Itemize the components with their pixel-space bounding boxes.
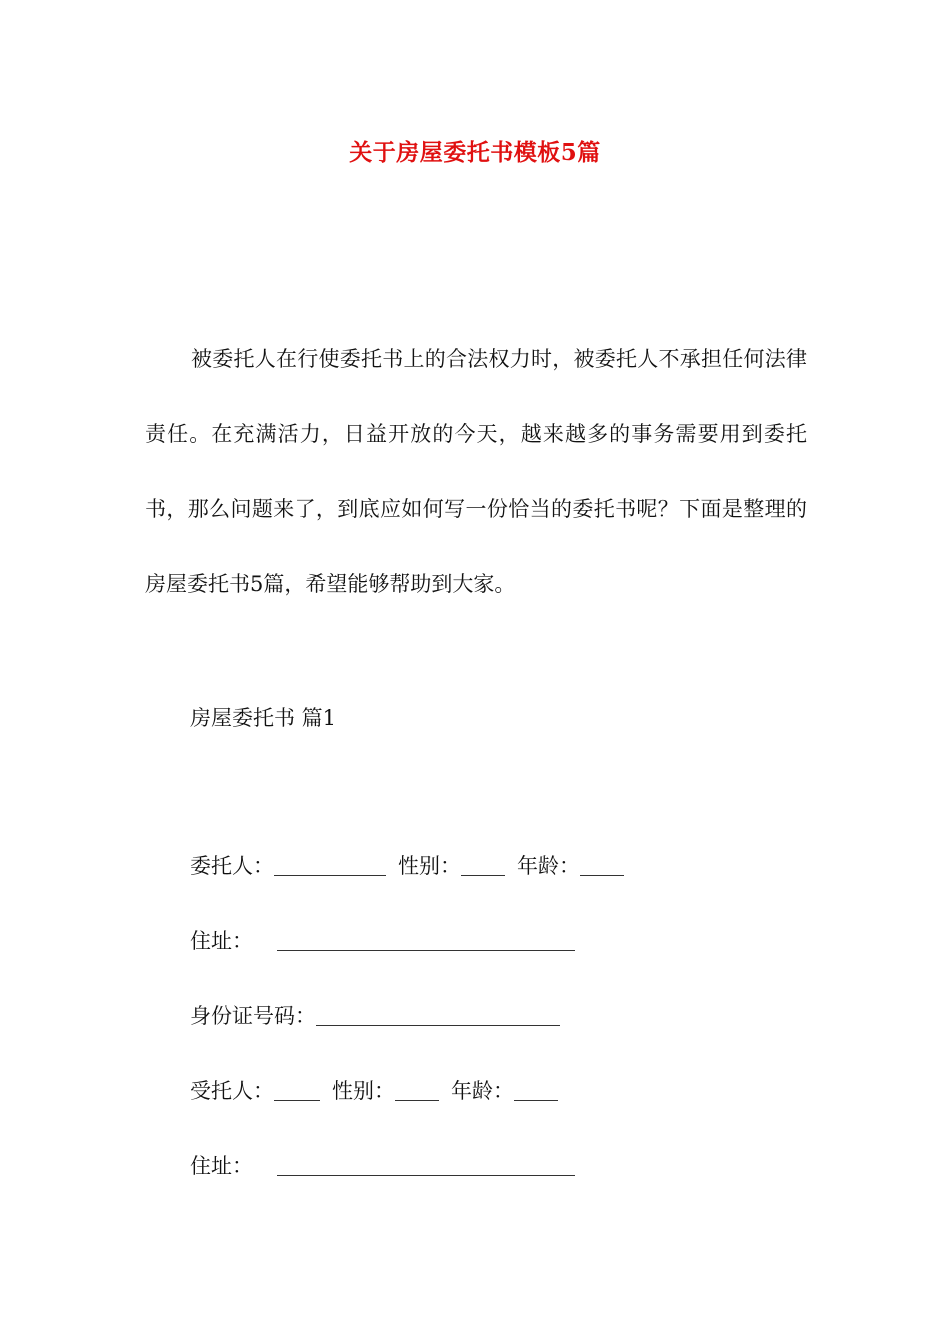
intro-paragraph: 被委托人在行使委托书上的合法权力时，被委托人不承担任何法律责任。在充满活力，日益开放的今天，越来越多的事务需要用到委托书，那么问题来了，到底应如何写一份恰当的委托书呢？下面是整理的房屋委托书5篇，希望能够帮助到大家。 <box>145 347 807 596</box>
client-age-label: 年龄： <box>517 854 580 878</box>
trustee-gender-label: 性别： <box>332 1079 395 1103</box>
client-label: 委托人： <box>190 854 274 878</box>
document-title: 关于房屋委托书模板5篇 <box>349 139 601 166</box>
trustee-address-line <box>190 1150 575 1180</box>
trustee-label: 受托人： <box>190 1079 274 1103</box>
client-id-label: 身份证号码： <box>190 1004 316 1028</box>
client-gender-blank <box>461 855 505 876</box>
trustee-line <box>190 1075 558 1105</box>
client-address-blank <box>277 930 575 951</box>
trustee-name-blank <box>274 1080 320 1101</box>
trustee-address-label: 住址： <box>190 1154 253 1178</box>
client-id-line <box>190 1000 560 1030</box>
trustee-age-label: 年龄： <box>451 1079 514 1103</box>
trustee-address-blank <box>277 1155 575 1176</box>
client-age-blank <box>580 855 624 876</box>
client-address-label: 住址： <box>190 929 253 953</box>
client-gender-label: 性别： <box>398 854 461 878</box>
client-name-blank <box>274 855 386 876</box>
client-line <box>190 850 624 880</box>
trustee-gender-blank <box>395 1080 439 1101</box>
section-heading: 房屋委托书 篇1 <box>190 706 337 730</box>
client-address-line <box>190 925 575 955</box>
trustee-age-blank <box>514 1080 558 1101</box>
client-id-blank <box>316 1005 560 1026</box>
